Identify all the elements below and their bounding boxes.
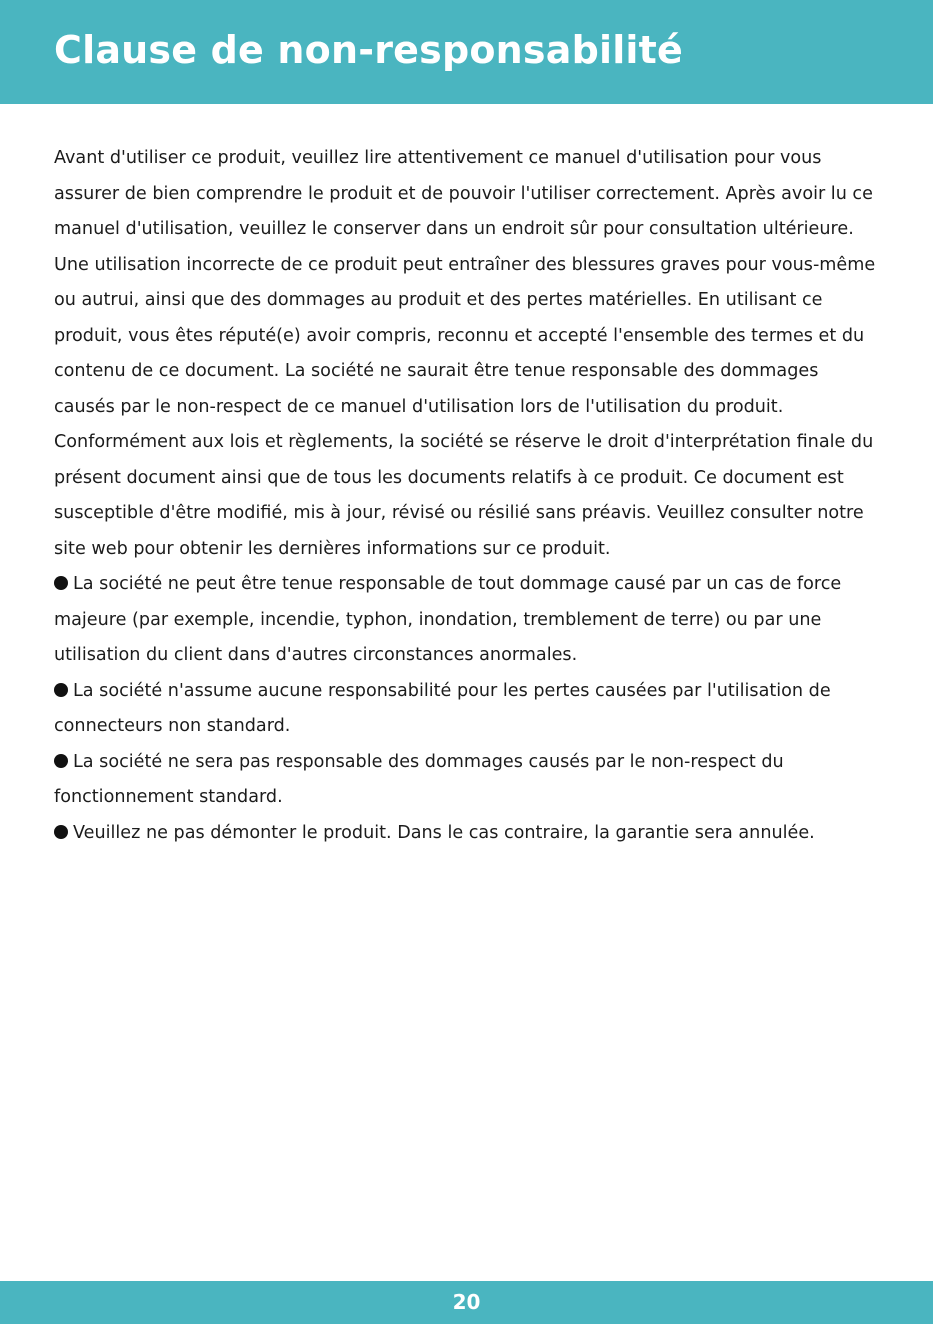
header-band [0, 0, 933, 104]
bullet-dot-icon [54, 576, 68, 590]
bullet-dot-icon [54, 825, 68, 839]
page-title: Clause de non-responsabilité [54, 28, 683, 72]
disclaimer-content [54, 141, 880, 851]
bullet-item-force-majeure [54, 567, 880, 674]
bullet-text: La société ne peut être tenue responsable de tout dommage causé par un cas de force majeure (par exemple, incendie, typhon, inondation, tremblement de terre) ou par une utilisation du client dans d'autres circonstances anormales. [54, 574, 842, 665]
footer-band [0, 1281, 933, 1324]
bullet-item-connectors [54, 674, 880, 745]
bullet-item-warranty [54, 816, 880, 852]
bullet-dot-icon [54, 683, 68, 697]
bullet-item-operation [54, 745, 880, 816]
bullet-dot-icon [54, 754, 68, 768]
page-number: 20 [452, 1290, 481, 1314]
bullet-text: La société ne sera pas responsable des dommages causés par le non-respect du fonctionnement standard. [54, 751, 784, 807]
intro-paragraph: Avant d'utiliser ce produit, veuillez lire attentivement ce manuel d'utilisation pour vous assurer de bien comprendre le produit et de pouvoir l'utiliser correctement. Après avoir lu ce manuel d'utilisation, veuillez le conserver dans un endroit sûr pour consultation ultérieure. Une utilisation incorrecte de ce produit peut entraîner des blessures graves pour vous-même ou autrui, ainsi que des dommages au produit et des pertes matérielles. En utilisant ce produit, vous êtes réputé(e) avoir compris, reconnu et accepté l'ensemble des termes et du contenu de ce document. La société ne saurait être tenue responsable des dommages causés par le non-respect de ce manuel d'utilisation lors de l'utilisation du produit. Conformément aux lois et règlements, la société se réserve le droit d'interprétation finale du présent document ainsi que de tous les documents relatifs à ce produit. Ce document est susceptible d'être modifié, mis à jour, révisé ou résilié sans préavis. Veuillez consulter notre site web pour obtenir les dernières informations sur ce produit. [54, 148, 876, 559]
bullet-text: La société n'assume aucune responsabilité pour les pertes causées par l'utilisation de connecteurs non standard. [54, 680, 831, 736]
bullet-text: Veuillez ne pas démonter le produit. Dans le cas contraire, la garantie sera annulée. [73, 822, 815, 843]
